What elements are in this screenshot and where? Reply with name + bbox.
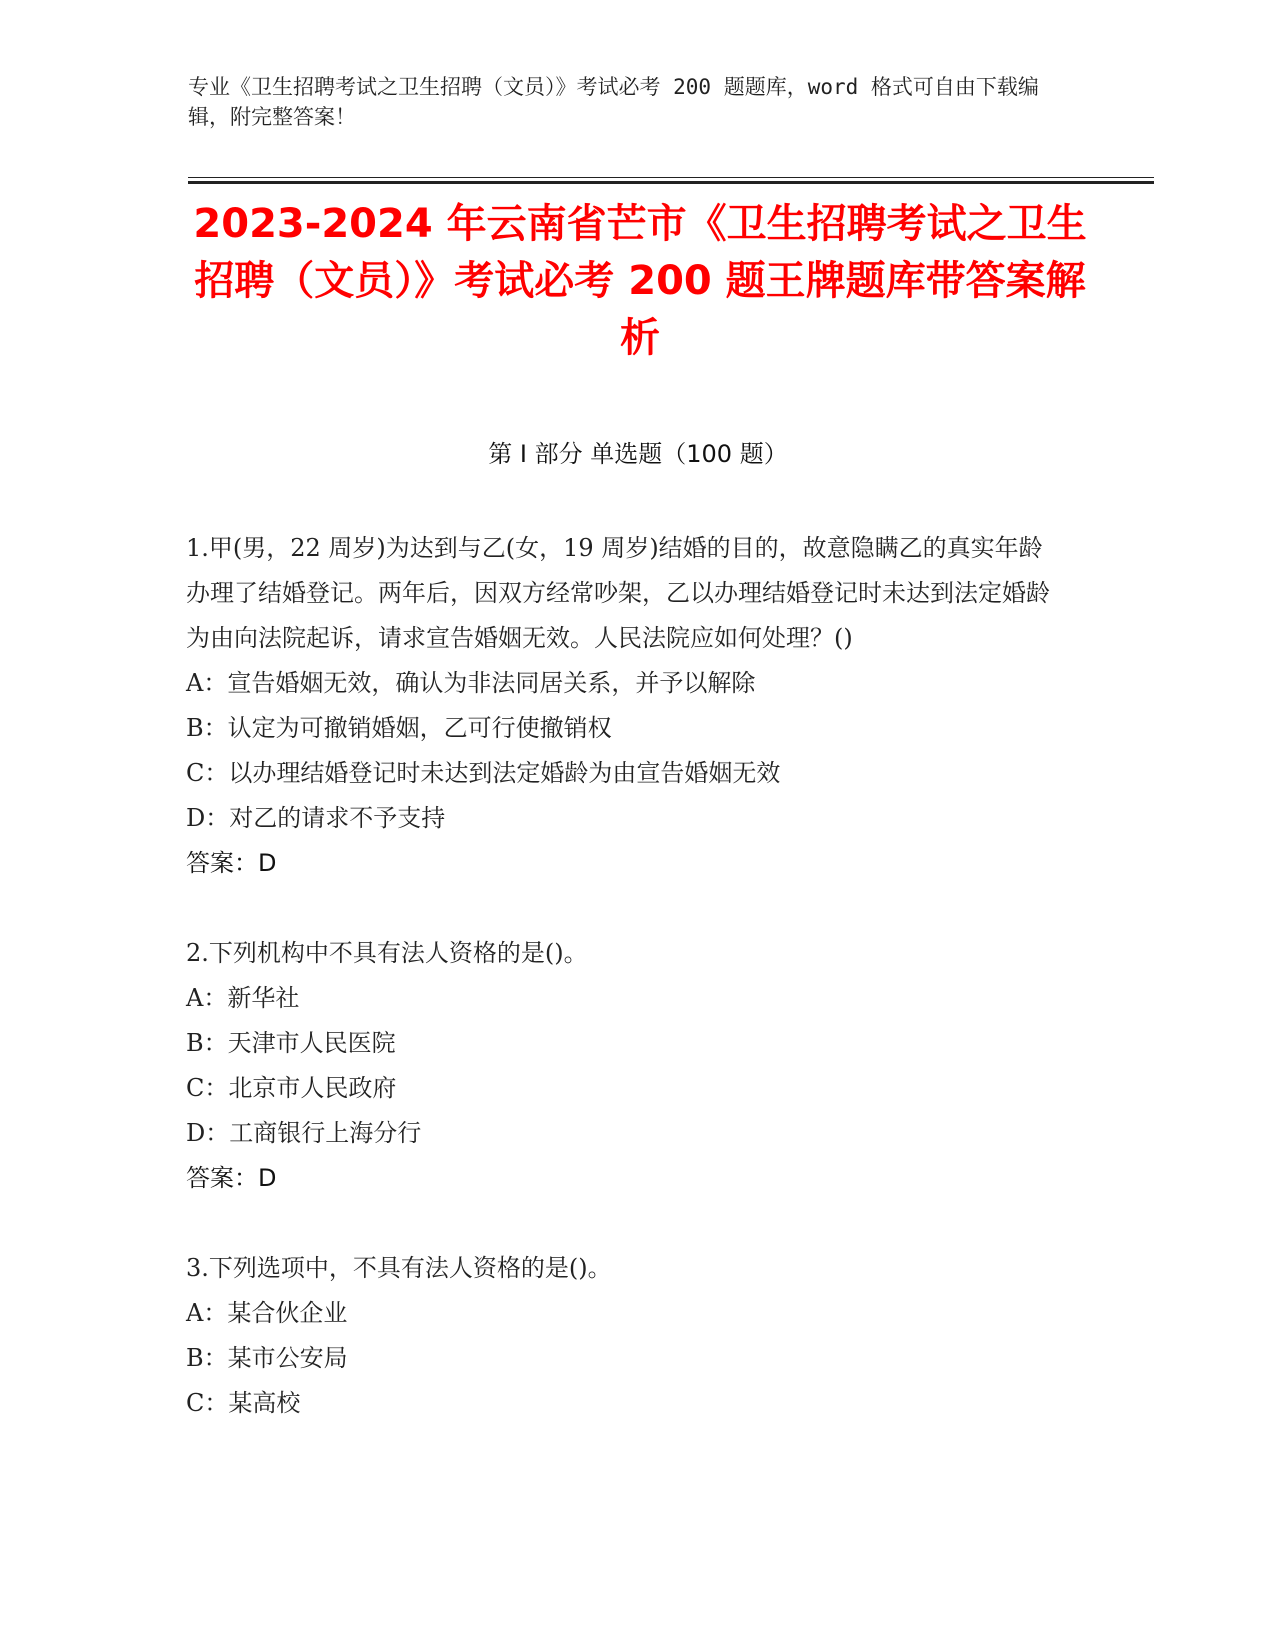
option-c: C：北京市人民政府 [186,1074,397,1102]
option-b: B：天津市人民医院 [186,1029,396,1057]
question-list [186,526,1066,1471]
answer-line: 答案：D [186,1164,277,1192]
question-3 [186,1246,1066,1426]
question-text: 1.甲(男，22 周岁)为达到与乙(女，19 周岁)结婚的目的，故意隐瞒乙的真实年龄办理了结婚登记。两年后，因双方经常吵架，乙以办理结婚登记时未达到法定婚龄为由向法院起诉，请求宣告婚姻无效。人民法院应如何处理？() [186,534,1050,652]
document-title: 2023-2024 年云南省芒市《卫生招聘考试之卫生招聘（文员）》考试必考 200 题王牌题库带答案解析 [193,201,1087,361]
question-text: 2.下列机构中不具有法人资格的是()。 [186,939,588,967]
option-c: C：某高校 [186,1389,301,1417]
answer-line: 答案：D [186,849,277,877]
header-divider-thick [188,181,1154,184]
option-a: A：宣告婚姻无效，确认为非法同居关系，并予以解除 [186,669,756,697]
question-2 [186,931,1066,1201]
question-text: 3.下列选项中，不具有法人资格的是()。 [186,1254,612,1282]
option-c: C：以办理结婚登记时未达到法定婚龄为由宣告婚姻无效 [186,759,781,787]
option-b: B：某市公安局 [186,1344,348,1372]
option-a: A：某合伙企业 [186,1299,348,1327]
option-d: D：对乙的请求不予支持 [186,804,446,832]
option-b: B：认定为可撤销婚姻，乙可行使撤销权 [186,714,612,742]
option-a: A：新华社 [186,984,300,1012]
option-d: D：工商银行上海分行 [186,1119,422,1147]
question-1 [186,526,1066,886]
header-divider-thin [188,177,1154,178]
section-heading: 第 I 部分 单选题（100 题） [488,440,788,468]
header-note: 专业《卫生招聘考试之卫生招聘（文员）》考试必考 200 题题库，word 格式可自由下载编辑，附完整答案！ [188,75,1039,129]
